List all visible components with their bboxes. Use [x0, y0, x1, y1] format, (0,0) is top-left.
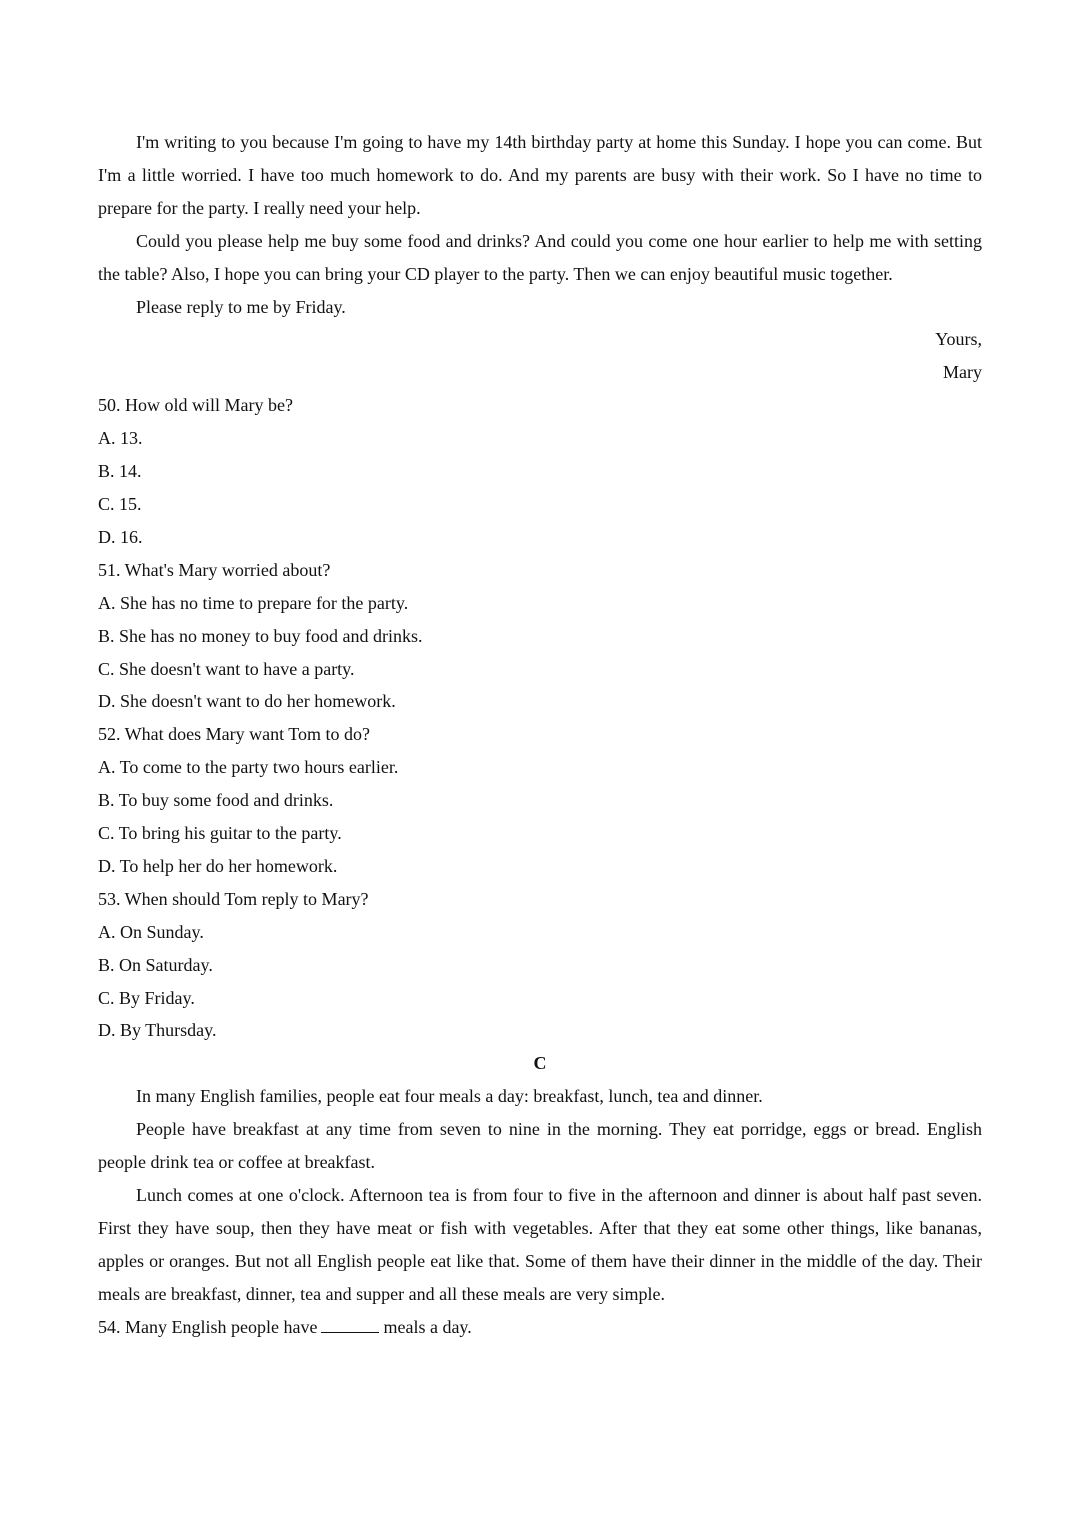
letter-paragraph-3: Please reply to me by Friday. — [136, 296, 346, 317]
answer-option: D. She doesn't want to do her homework. — [98, 691, 396, 712]
answer-option: C. To bring his guitar to the party. — [98, 823, 342, 844]
answer-option: B. On Saturday. — [98, 954, 213, 975]
section-c-heading: C — [533, 1053, 547, 1074]
question-50 — [98, 389, 982, 554]
answer-option: C. By Friday. — [98, 987, 195, 1008]
answer-option: C. She doesn't want to have a party. — [98, 658, 355, 679]
question-stem: 52. What does Mary want Tom to do? — [98, 724, 371, 745]
question-54-tail: meals a day. — [383, 1316, 472, 1337]
letter-closing: Yours, — [935, 329, 982, 350]
document-page — [98, 126, 982, 1344]
question-51 — [98, 554, 982, 719]
answer-blank[interactable] — [321, 1312, 379, 1333]
passage-c-paragraph-1: In many English families, people eat four meals a day: breakfast, lunch, tea and dinner. — [136, 1086, 763, 1107]
answer-option: A. To come to the party two hours earlier. — [98, 757, 399, 778]
answer-option: C. 15. — [98, 493, 142, 514]
question-stem: 53. When should Tom reply to Mary? — [98, 888, 369, 909]
answer-option: D. To help her do her homework. — [98, 855, 338, 876]
passage-c-paragraph-3: Lunch comes at one o'clock. Afternoon tea is from four to five in the afternoon and dinner is about half past seven. First they have soup, then they have meat or fish with vegetables. After that they eat some other things, like bananas, apples or oranges. But not all English people eat like that. Some of them have their dinner in the middle of the day. Their meals are breakfast, dinner, tea and supper and all these meals are very simple. — [98, 1185, 982, 1304]
letter-paragraph-1: I'm writing to you because I'm going to have my 14th birthday party at home this Sunday. I hope you can come. But I'm a little worried. I have too much homework to do. And my parents are busy with their work. So I have no time to prepare for the party. I really need your help. — [98, 132, 982, 218]
question-54-stem: 54. Many English people have — [98, 1316, 318, 1337]
answer-option: B. To buy some food and drinks. — [98, 790, 334, 811]
question-52 — [98, 718, 982, 883]
question-54 — [98, 1311, 982, 1344]
answer-option: D. By Thursday. — [98, 1020, 217, 1041]
answer-option: B. 14. — [98, 461, 142, 482]
question-53 — [98, 883, 982, 1048]
answer-option: B. She has no money to buy food and drinks. — [98, 625, 423, 646]
letter-signature: Mary — [943, 362, 982, 383]
answer-option: A. On Sunday. — [98, 921, 204, 942]
question-stem: 50. How old will Mary be? — [98, 395, 293, 416]
passage-c-paragraph-2: People have breakfast at any time from seven to nine in the morning. They eat porridge, eggs or bread. English people drink tea or coffee at breakfast. — [98, 1119, 982, 1173]
answer-option: D. 16. — [98, 526, 143, 547]
letter-paragraph-2: Could you please help me buy some food and drinks? And could you come one hour earlier to help me with setting the table? Also, I hope you can bring your CD player to the party. Then we can enjoy beautiful music together. — [98, 230, 982, 284]
answer-option: A. 13. — [98, 428, 143, 449]
question-stem: 51. What's Mary worried about? — [98, 559, 331, 580]
answer-option: A. She has no time to prepare for the party. — [98, 592, 409, 613]
